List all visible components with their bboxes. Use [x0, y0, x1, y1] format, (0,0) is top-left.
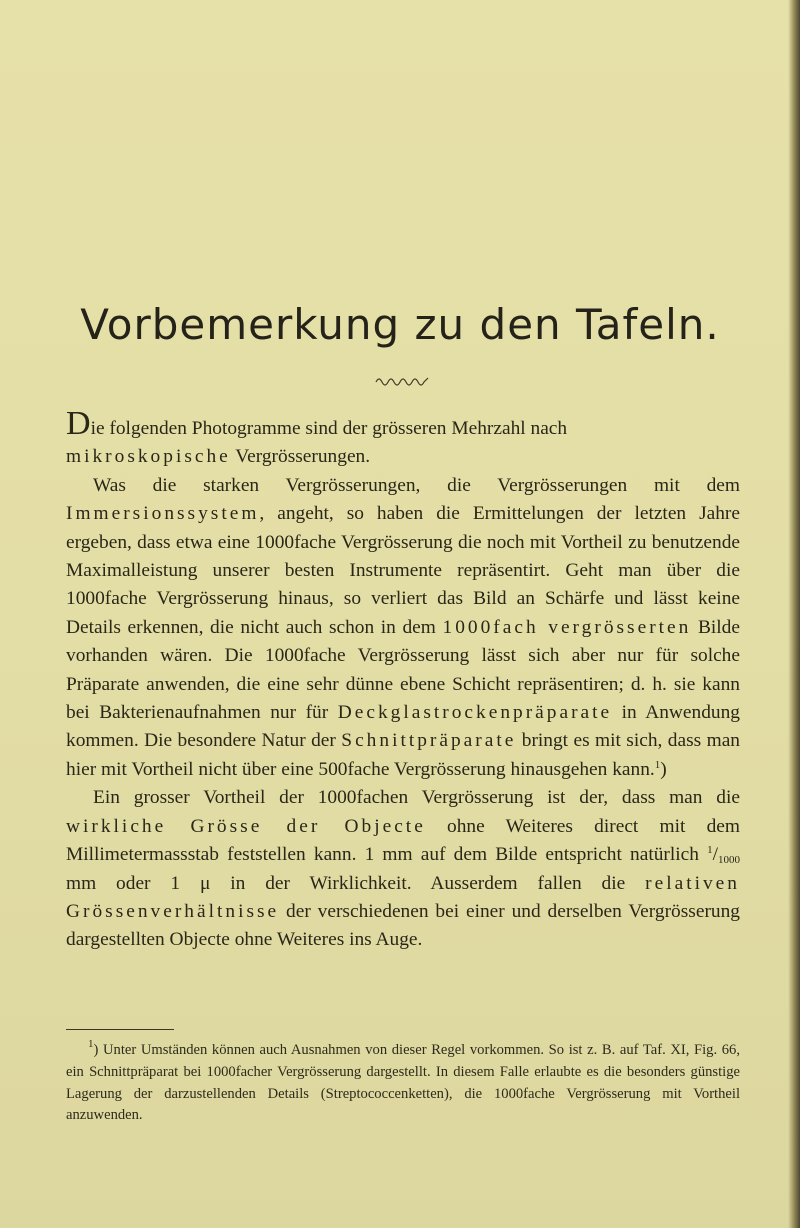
paragraph-2-text-c: Bilde vorhanden wären. Die 1000fache Vergrösserung lässt sich aber nur für solche Präparate anwenden, die eine sehr dünne ebene Schicht repräsentiren; d. h. sie kann bei Bakterienaufnahmen nur für	[66, 616, 740, 724]
paragraph-1-text-b: Vergrösserungen.	[230, 446, 371, 468]
spaced-term: Schnittpräparate	[341, 730, 517, 752]
main-text	[66, 405, 740, 955]
paragraph-2-text-d: in Anwendung kommen. Die besondere Natur der	[66, 702, 740, 752]
paragraph-2-text-e: bringt es mit sich, dass man hier mit Vortheil nicht über eine 500fache Vergrösserung hinausgehen kann.	[66, 730, 740, 780]
paragraph-3-text-c: mm oder 1 μ in der Wirklichkeit. Ausserdem fallen die	[66, 872, 626, 894]
spaced-term: relativen Grössenverhältnisse	[66, 872, 740, 922]
footnote-divider	[66, 1029, 174, 1030]
page-edge-shadow	[788, 0, 800, 1228]
spaced-term: Immersionssystem	[66, 503, 260, 525]
footnote	[66, 1040, 740, 1127]
fraction-numerator: 1	[707, 844, 713, 857]
footnote-reference-paren: )	[660, 758, 667, 780]
paragraph-1-text-a: ie folgenden Photogramme sind der grösseren Mehrzahl nach	[90, 418, 568, 439]
paragraph-3-text-d: der verschiedenen bei einer und derselben Vergrösserung dargestellten Objecte ohne Weiteres ins Auge.	[66, 900, 740, 951]
drop-cap: D	[66, 405, 91, 442]
fraction-slash: /	[712, 844, 718, 866]
footnote-marker: 1	[88, 1038, 94, 1050]
paragraph-2	[66, 472, 740, 784]
paragraph-2-text-a: Was die starken Vergrösserungen, die Vergrösserungen mit dem	[93, 474, 740, 496]
footnote-marker-paren: )	[93, 1042, 99, 1058]
paragraph-1	[66, 405, 740, 472]
paragraph-3	[66, 784, 740, 954]
footnote-reference: 1	[654, 758, 661, 771]
spaced-term: mikroskopische	[66, 446, 231, 468]
spaced-term: Deckglastrockenpräparate	[337, 702, 613, 724]
paragraph-3-text-a: Ein grosser Vortheil der 1000fachen Vergrösserung ist der, dass man die	[93, 787, 740, 809]
wavy-ornament-icon	[375, 374, 429, 386]
footnote-text: Unter Umständen können auch Ausnahmen von dieser Regel vorkommen. So ist z. B. auf Taf. XI, Fig. 66, ein Schnittpräparat bei 1000facher Vergrösserung dargestellt. In diesem Falle erlaubte es die besonders günstige Lagerung der darzustellenden Details (Streptococcenketten), die 1000fache Vergrösserung mit Vortheil anzuwenden.	[66, 1042, 740, 1124]
fraction-denominator: 1000	[718, 854, 740, 867]
paragraph-2-text-b: , angeht, so haben die Ermittelungen der letzten Jahre ergeben, dass etwa eine 1000fache Vergrösserung die noch mit Vortheil zu benutzende Maximalleistung unserer besten Instrumente repräsentirt. Geht man über die 1000fache Vergrösserung hinaus, so verliert das Bild an Schärfe und lässt keine Details erkennen, die nicht auch schon in dem	[66, 503, 740, 638]
spaced-term: wirkliche Grösse der Objecte	[66, 815, 426, 837]
spaced-term: 1000fach vergrösserten	[442, 616, 692, 638]
page-title: Vorbemerkung zu den Tafeln.	[80, 300, 720, 349]
paragraph-3-text-b: ohne Weiteres direct mit dem Millimetermassstab feststellen kann. 1 mm auf dem Bilde entspricht natürlich	[66, 815, 740, 866]
